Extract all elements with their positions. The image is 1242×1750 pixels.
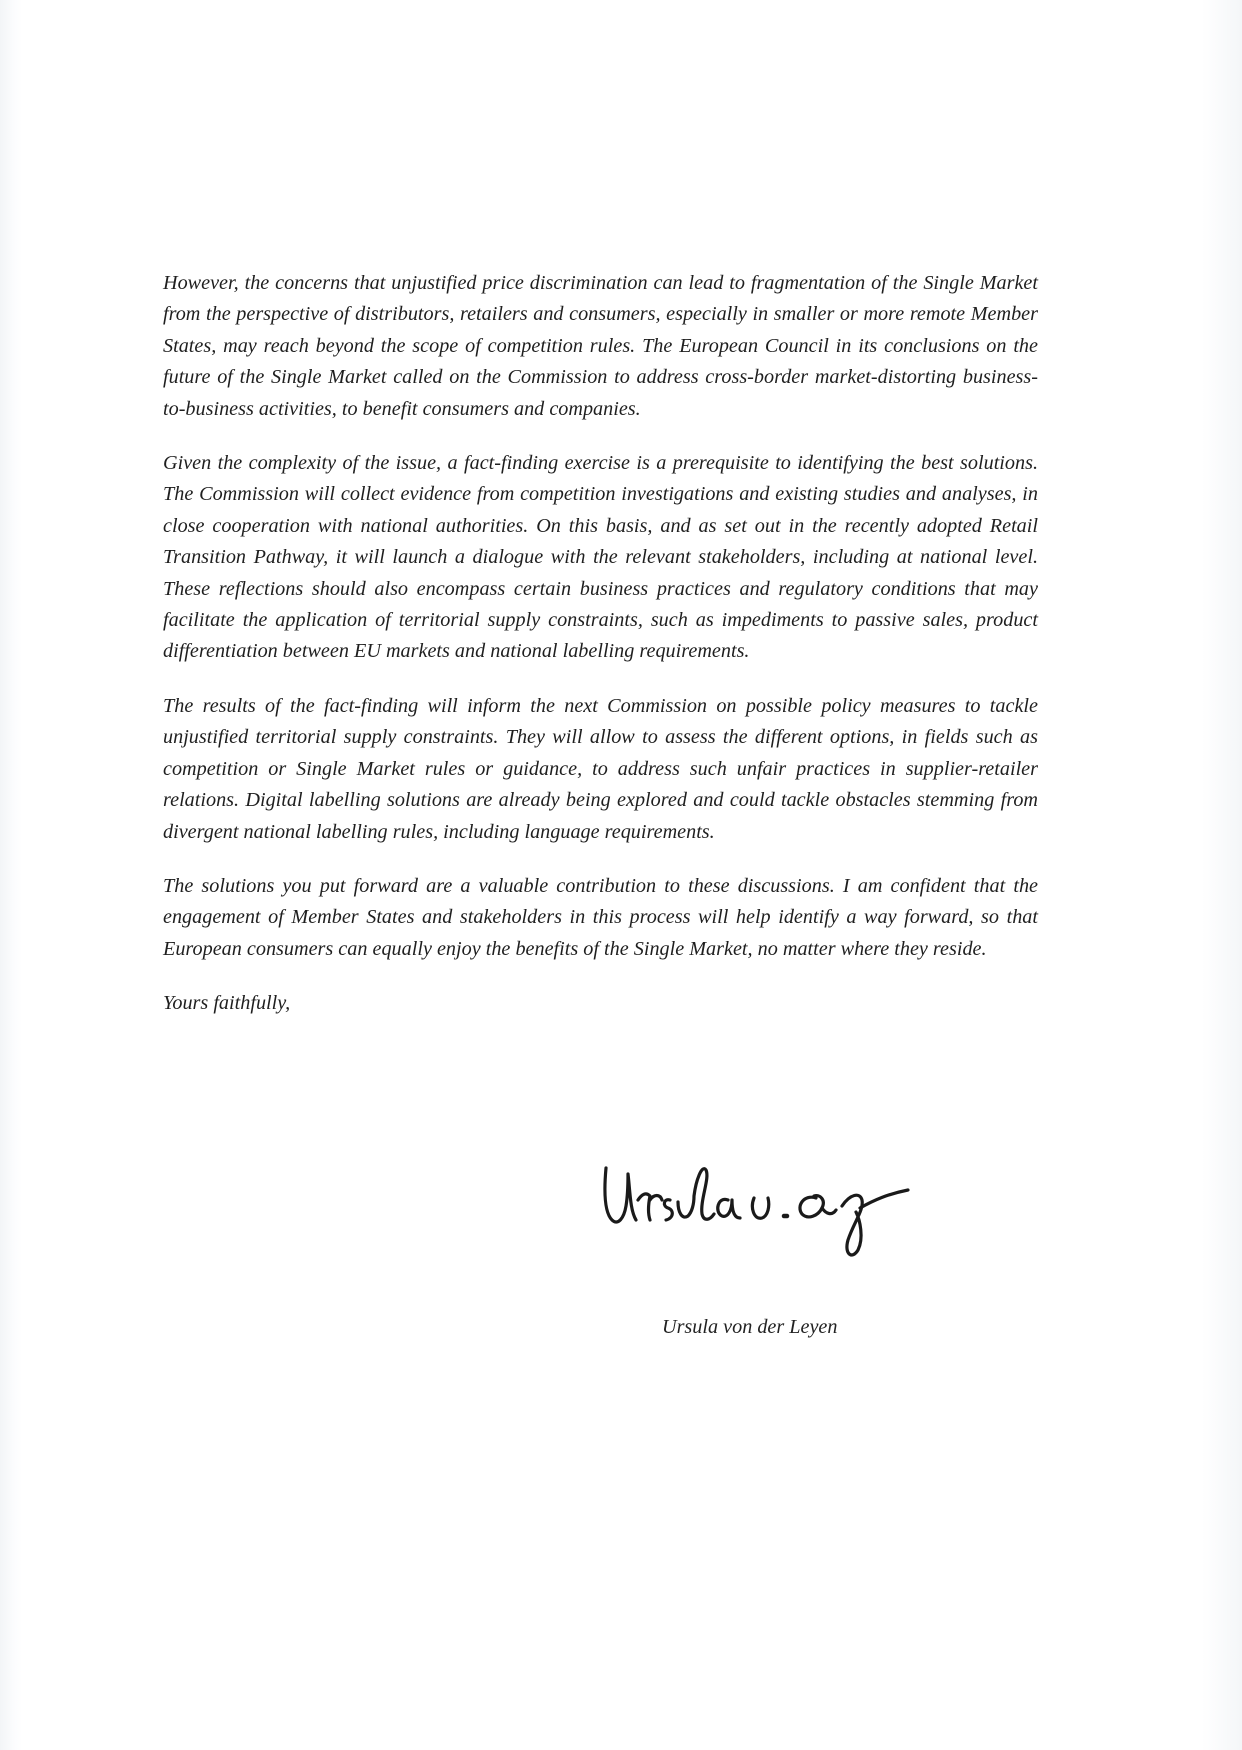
signatory-name: Ursula von der Leyen	[662, 1316, 838, 1338]
letter-body	[163, 268, 1038, 1020]
paragraph-price-discrimination: However, the concerns that unjustified price discrimination can lead to fragmentation of the Single Market from the perspective of distributors, retailers and consumers, especially in smaller or more remote Member States, may reach beyond the scope of competition rules. The European Council in its conclusions on the future of the Single Market called on the Commission to address cross-border market-distorting business-to-business activities, to benefit consumers and companies.	[163, 272, 1038, 420]
paragraph-results: The results of the fact-finding will inform the next Commission on possible policy measures to tackle unjustified territorial supply constraints. They will allow to assess the different options, in fields such as competition or Single Market rules or guidance, to address such unfair practices in supplier-retailer relations. Digital labelling solutions are already being explored and could tackle obstacles stemming from divergent national labelling rules, including language requirements.	[163, 694, 1038, 843]
paragraph-solutions: The solutions you put forward are a valuable contribution to these discussions. I am confident that the engagement of Member States and stakeholders in this process will help identify a way forward, so that European consumers can equally enjoy the benefits of the Single Market, no matter where they reside.	[163, 874, 1038, 960]
closing-salutation: Yours faithfully,	[163, 992, 291, 1015]
signature-strokes	[605, 1168, 908, 1255]
handwritten-signature	[598, 1150, 928, 1270]
scan-edge-left	[0, 0, 22, 1750]
paragraph-fact-finding: Given the complexity of the issue, a fact-finding exercise is a prerequisite to identifying the best solutions. The Commission will collect evidence from competition investigations and existing studies and analyses, in close cooperation with national authorities. On this basis, and as set out in the recently adopted Retail Transition Pathway, it will launch a dialogue with the relevant stakeholders, including at national level. These reflections should also encompass certain business practices and regulatory conditions that may facilitate the application of territorial supply constraints, such as impediments to passive sales, product differentiation between EU markets and national labelling requirements.	[163, 452, 1038, 663]
scan-edge-right	[1202, 0, 1242, 1750]
